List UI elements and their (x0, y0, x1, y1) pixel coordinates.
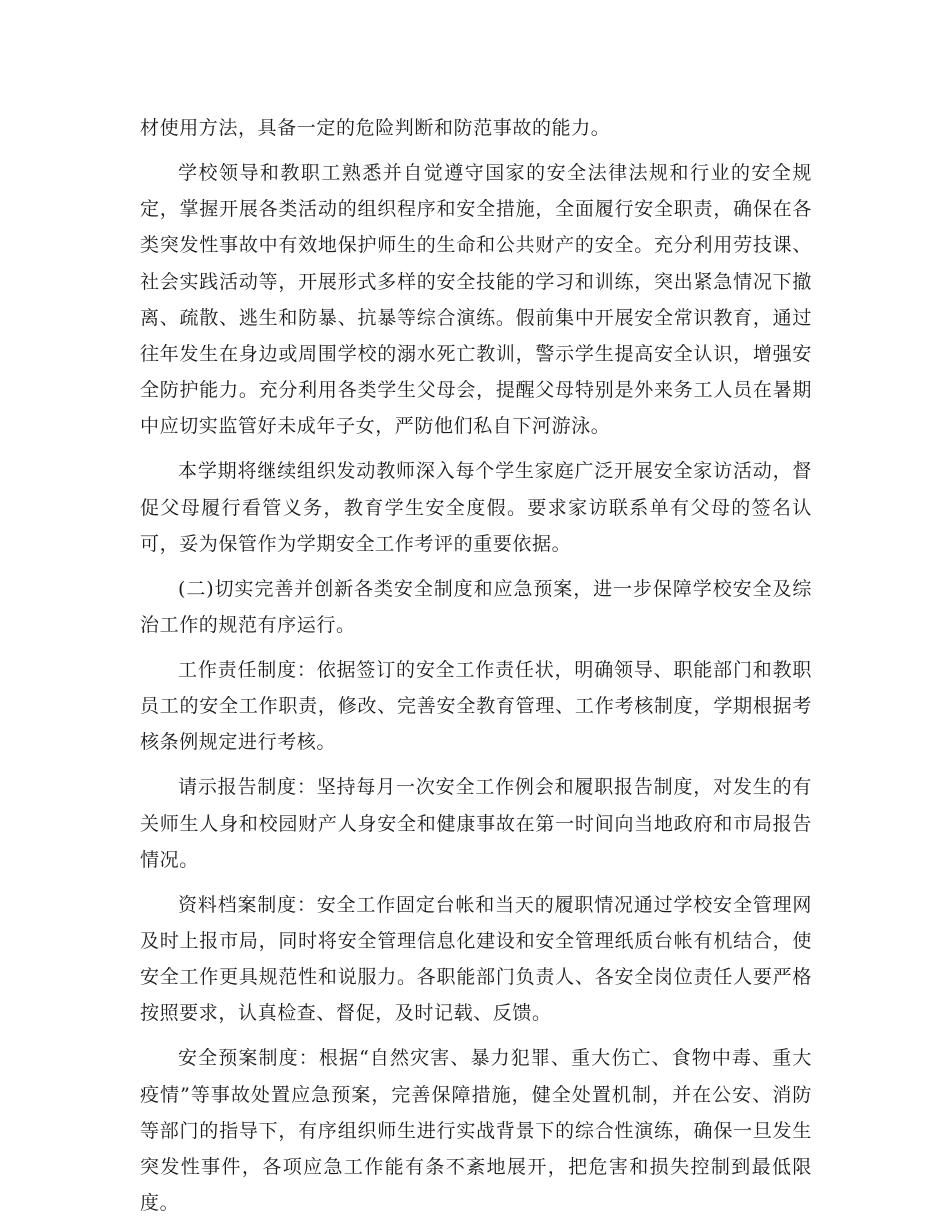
section-heading-two: (二)切实完善并创新各类安全制度和应急预案，进一步保障学校安全及综治工作的规范有序运行。 (140, 577, 812, 637)
paragraph-archive-system: 资料档案制度：安全工作固定台帐和当天的履职情况通过学校安全管理网及时上报市局，同时将安全管理信息化建设和安全管理纸质台帐有机结合，使安全工作更具规范性和说服力。各职能部门负责人、各安全岗位责任人要严格按照要求，认真检查、督促，及时记载、反馈。 (140, 893, 812, 1025)
paragraph-reporting-system: 请示报告制度：坚持每月一次安全工作例会和履职报告制度，对发生的有关师生人身和校园财产人身安全和健康事故在第一时间向当地政府和市局报告情况。 (140, 776, 812, 871)
paragraph-emergency-plan-system: 安全预案制度：根据“自然灾害、暴力犯罪、重大伤亡、食物中毒、重大疫情”等事故处置应急预案，完善保障措施，健全处置机制，并在公安、消防等部门的指导下，有序组织师生进行实战背景下的综合性演练，确保一旦发生突发性事件，各项应急工作能有条不紊地展开，把危害和损失控制到最低限度。 (140, 1047, 812, 1215)
document-body (140, 110, 812, 1230)
paragraph-home-visits: 本学期将继续组织发动教师深入每个学生家庭广泛开展安全家访活动，督促父母履行看管义务，教育学生安全度假。要求家访联系单有父母的签名认可，妥为保管作为学期安全工作考评的重要依据。 (140, 460, 812, 555)
paragraph-continued: 材使用方法，具备一定的危险判断和防范事故的能力。 (140, 117, 611, 139)
paragraph-staff-safety: 学校领导和教职工熟悉并自觉遵守国家的安全法律法规和行业的安全规定，掌握开展各类活动的组织程序和安全措施，全面履行安全职责，确保在各类突发性事故中有效地保护师生的生命和公共财产的安全。充分利用劳技课、社会实践活动等，开展形式多样的安全技能的学习和训练，突出紧急情况下撤离、疏散、逃生和防暴、抗暴等综合演练。假前集中开展安全常识教育，通过往年发生在身边或周围学校的溺水死亡教训，警示学生提高安全认识，增强安全防护能力。充分利用各类学生父母会，提醒父母特别是外来务工人员在暑期中应切实监管好未成年子女，严防他们私自下河游泳。 (140, 162, 812, 438)
paragraph-responsibility-system: 工作责任制度：依据签订的安全工作责任状，明确领导、职能部门和教职员工的安全工作职责，修改、完善安全教育管理、工作考核制度，学期根据考核条例规定进行考核。 (140, 659, 812, 754)
